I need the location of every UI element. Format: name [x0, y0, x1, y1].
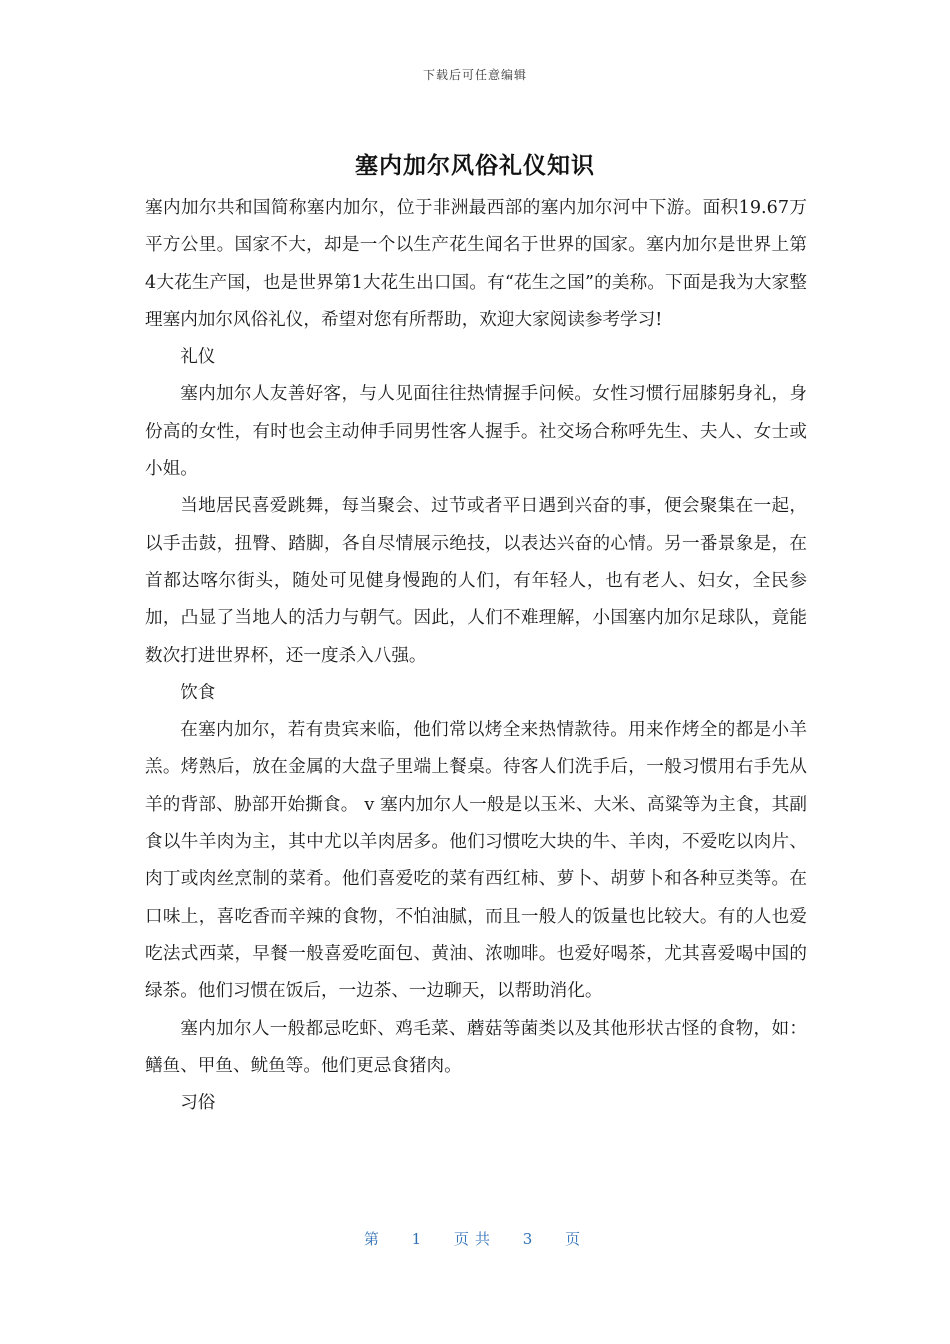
etiquette-paragraph-dance: 当地居民喜爱跳舞，每当聚会、过节或者平日遇到兴奋的事，便会聚集在一起，以手击鼓，扭臀、踏脚，各自尽情展示绝技，以表达兴奋的心情。另一番景象是，在首都达喀尔街头，随处可见健身慢跑的人们，有年轻人，也有老人、妇女，全民参加，凸显了当地人的活力与朝气。因此，人们不难理解，小国塞内加尔足球队，竟能数次打进世界杯，还一度杀入八强。	[145, 496, 807, 666]
footer-page-number: 1	[411, 1230, 428, 1248]
etiquette-paragraph-greeting: 塞内加尔人友善好客，与人见面往往热情握手问候。女性习惯行屈膝躬身礼，身份高的女性，有时也会主动伸手同男性客人握手。社交场合称呼先生、夫人、女士或小姐。	[145, 384, 807, 480]
footer-total-pages: 3	[522, 1230, 539, 1248]
document-body	[145, 190, 807, 1122]
footer-prefix: 第	[363, 1230, 385, 1248]
section-heading-diet: 饮食	[180, 682, 216, 703]
footer-middle: 页共	[453, 1230, 496, 1248]
document-title: 塞内加尔风俗礼仪知识	[355, 153, 595, 179]
section-heading-customs: 习俗	[180, 1093, 216, 1114]
diet-paragraph-food: 在塞内加尔，若有贵宾来临，他们常以烤全来热情款待。用来作烤全的都是小羊羔。烤熟后，放在金属的大盘子里端上餐桌。待客人们洗手后，一般习惯用右手先从羊的背部、胁部开始撕食。 v 塞内加尔人一般是以玉米、大米、高粱等为主食，其副食以牛羊肉为主，其中尤以羊肉居多。他们习惯吃大块的牛、羊肉，不爱吃以肉片、肉丁或肉丝烹制的菜肴。他们喜爱吃的菜有西红柿、萝卜、胡萝卜和各种豆类等。在口味上，喜吃香而辛辣的食物，不怕油腻，而且一般人的饭量也比较大。有的人也爱吃法式西菜，早餐一般喜爱吃面包、黄油、浓咖啡。也爱好喝茶，尤其喜爱喝中国的绿茶。他们习惯在饭后，一边茶、一边聊天，以帮助消化。	[145, 720, 807, 1002]
section-heading-etiquette: 礼仪	[180, 347, 216, 368]
header-note: 下载后可任意编辑	[422, 68, 527, 82]
intro-paragraph: 塞内加尔共和国简称塞内加尔，位于非洲最西部的塞内加尔河中下游。面积19.67万平方公里。国家不大，却是一个以生产花生闻名于世界的国家。塞内加尔是世界上第4大花生产国，也是世界第1大花生出口国。有“花生之国”的美称。下面是我为大家整理塞内加尔风俗礼仪，希望对您有所帮助，欢迎大家阅读参考学习!	[145, 198, 807, 330]
footer-suffix: 页	[565, 1230, 587, 1248]
diet-paragraph-taboo: 塞内加尔人一般都忌吃虾、鸡毛菜、蘑菇等菌类以及其他形状古怪的食物，如：鳝鱼、甲鱼、鱿鱼等。他们更忌食猪肉。	[145, 1018, 807, 1076]
page-footer	[0, 1228, 950, 1249]
